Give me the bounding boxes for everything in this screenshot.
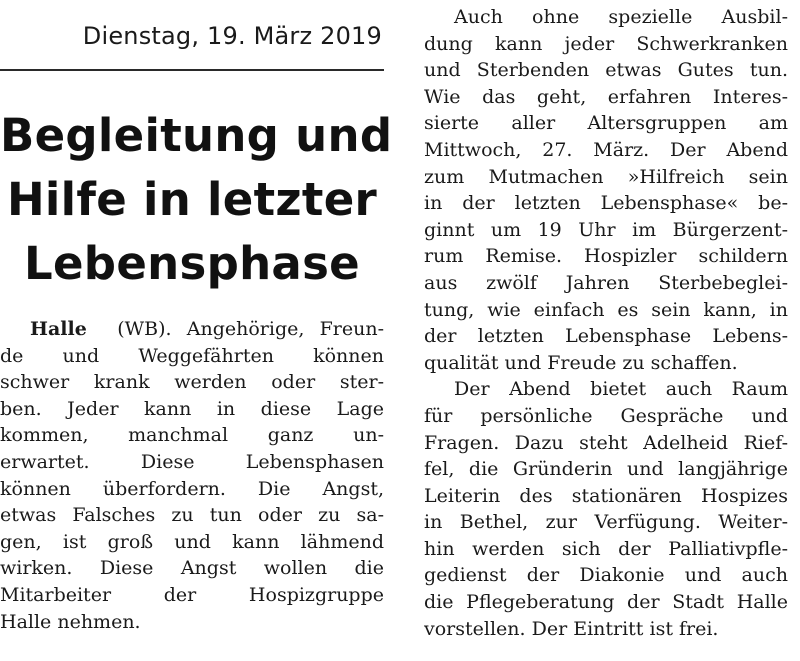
text-line: Wie das geht, erfahren Interes- (424, 85, 788, 108)
text-line: Mitarbeiter der Hospizgruppe (0, 583, 384, 606)
text-line: Der Abend bietet auch Raum (454, 378, 788, 401)
text-line: und Sterbenden etwas Gutes tun. (424, 59, 788, 82)
text-line: wirken. Diese Angst wollen die (0, 557, 384, 580)
headline-line: Lebensphase (24, 237, 360, 290)
text-line: die Pflegeberatung der Stadt Halle (424, 591, 788, 614)
dateline: Halle (30, 318, 87, 340)
text-line: sierte aller Altersgruppen am (424, 112, 788, 135)
issue-date: Dienstag, 19. März 2019 (82, 22, 382, 50)
text-line: in Bethel, zur Verfügung. Weiter- (424, 511, 788, 534)
text-line: zum Mutmachen »Hilfreich sein (424, 165, 788, 188)
text-line: gen, ist groß und kann lähmend (0, 530, 384, 553)
text-line: kommen, manchmal ganz un- (0, 424, 384, 447)
lead-paragraph (0, 316, 384, 635)
left-column (0, 0, 393, 661)
text-line: qualität und Freude zu schaffen. (424, 351, 738, 374)
text-line: hin werden sich der Palliativpfle- (424, 537, 788, 560)
headline-line: Hilfe in letzter (6, 173, 378, 226)
text-line: können überfordern. Die Angst, (0, 477, 384, 500)
text-line: gedienst der Diakonie und auch (424, 564, 788, 587)
text-line: Leiterin des stationären Hospizes (424, 484, 788, 507)
text-line-content: (WB). Angehörige, Freun- (117, 318, 384, 340)
text-line: erwartet. Diese Lebensphasen (0, 450, 384, 473)
divider-rule (0, 69, 384, 71)
text-line: etwas Falsches zu tun oder zu sa- (0, 504, 384, 527)
text-line: rum Remise. Hospizler schildern (424, 245, 788, 268)
text-line: ginnt um 19 Uhr im Bürgerzent- (424, 218, 788, 241)
headline-line: Begleitung und (0, 109, 393, 162)
headline (0, 104, 393, 296)
text-line: Fragen. Dazu steht Adelheid Rief- (424, 431, 788, 454)
text-line: Halle nehmen. (0, 610, 141, 633)
paragraph-2 (424, 4, 788, 376)
text-line: vorstellen. Der Eintritt ist frei. (424, 617, 719, 640)
text-line: ben. Jeder kann in diese Lage (0, 397, 384, 420)
text-line: in der letzten Lebensphase« be- (424, 192, 788, 215)
paragraph-3 (424, 376, 788, 642)
text-line: für persönliche Gespräche und (424, 404, 788, 427)
text-line: de und Weggefährten können (0, 344, 384, 367)
text-line: fel, die Gründerin und langjährige (424, 458, 788, 481)
text-line: aus zwölf Jahren Sterbebeglei- (424, 271, 788, 294)
text-line: Mittwoch, 27. März. Der Abend (424, 138, 788, 161)
text-line: Auch ohne spezielle Ausbil- (454, 6, 788, 28)
text-line: der letzten Lebensphase Lebens- (424, 325, 788, 348)
text-line: schwer krank werden oder ster- (0, 371, 384, 394)
text-line: dung kann jeder Schwerkranken (424, 32, 788, 55)
right-column (424, 4, 788, 642)
text-line: tung, wie einfach es sein kann, in (424, 298, 788, 321)
text-line (0, 316, 384, 343)
